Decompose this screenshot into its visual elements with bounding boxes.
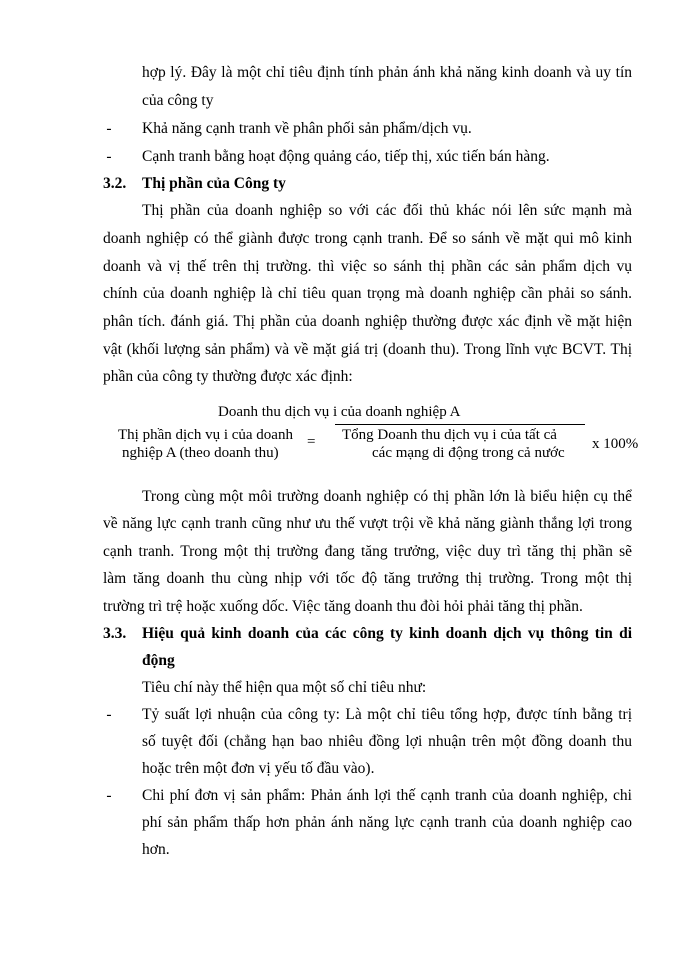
intro-line: hợp lý. Đây là một chỉ tiêu định tính phản ánh khả năng kinh doanh và uy tín: [142, 64, 632, 81]
paragraph-line: Trong cùng một môi trường doanh nghiệp có thị phần lớn là biểu hiện cụ thể: [142, 488, 632, 505]
paragraph-line: trường trì trệ hoặc xuống dốc. Việc tăng doanh thu đòi hỏi phải tăng thị phần.: [103, 598, 583, 615]
bullet-text: hơn.: [142, 841, 170, 858]
bullet-marker: -: [106, 706, 112, 723]
formula-lhs: Thị phần dịch vụ i của doanh: [118, 427, 293, 443]
paragraph-line: phần của công ty thường được xác định:: [103, 368, 353, 385]
paragraph-line: chính của doanh nghiệp là chỉ tiêu quan trọng mà doanh nghiệp cần phải so sánh.: [103, 285, 632, 302]
bullet-text: Tỷ suất lợi nhuận của công ty: Là một chỉ tiêu tổng hợp, được tính bằng trị: [142, 706, 632, 723]
section-title: động: [142, 652, 175, 669]
formula-equals: =: [307, 434, 316, 450]
formula-multiplier: x 100%: [592, 436, 639, 452]
section-number: 3.2.: [103, 175, 127, 192]
paragraph-line: vật (khối lượng sản phẩm) và về mặt giá trị (doanh thu). Trong lĩnh vực BCVT. Thị: [103, 341, 632, 358]
section-title: Hiệu quả kinh doanh của các công ty kinh doanh dịch vụ thông tin di: [142, 625, 632, 642]
bullet-marker: -: [106, 148, 112, 165]
bullet-text: Chi phí đơn vị sản phẩm: Phản ánh lợi thế cạnh tranh của doanh nghiệp, chi: [142, 787, 632, 804]
formula-numerator: Doanh thu dịch vụ i của doanh nghiệp A: [218, 404, 461, 420]
bullet-text: hoặc trên một đơn vị yếu tố đầu vào).: [142, 760, 375, 777]
bullet-text: Khả năng cạnh tranh về phân phối sản phẩm/dịch vụ.: [142, 120, 472, 137]
paragraph-line: doanh và vị thế trên thị trường. thì việc so sánh thị phần các sản phẩm dịch vụ: [103, 258, 632, 275]
paragraph-line: cạnh tranh. Trong một thị trường đang tăng trưởng, việc duy trì tăng thị phần sẽ: [103, 543, 632, 560]
paragraph-line: phân tích. đánh giá. Thị phần của doanh nghiệp thường được xác định về mặt hiện: [103, 313, 632, 330]
bullet-marker: -: [106, 120, 112, 137]
intro-line: của công ty: [142, 92, 214, 109]
paragraph-line: doanh nghiệp có thể giành được trong cạnh tranh. Để so sánh về mặt qui mô kinh: [103, 230, 632, 247]
bullet-marker: -: [106, 787, 112, 804]
section-title: Thị phần của Công ty: [142, 175, 286, 192]
paragraph-line: về năng lực cạnh tranh cũng như ưu thế vượt trội về khả năng giành thắng lợi trong: [103, 515, 632, 532]
paragraph-line: Thị phần của doanh nghiệp so với các đối thủ khác nói lên sức mạnh mà: [142, 202, 632, 219]
bullet-text: Cạnh tranh bằng hoạt động quảng cáo, tiếp thị, xúc tiến bán hàng.: [142, 148, 550, 165]
formula-lhs: nghiệp A (theo doanh thu): [122, 445, 279, 461]
paragraph-line: làm tăng doanh thu cùng nhịp với tốc độ tăng trưởng thị trường. Trong một thị: [103, 570, 632, 587]
bullet-text: phí sản phẩm thấp hơn phản ánh năng lực cạnh tranh của doanh nghiệp cao: [142, 814, 632, 831]
bullet-text: số tuyệt đối (chẳng hạn bao nhiêu đồng lợi nhuận trên một đồng doanh thu: [142, 733, 632, 750]
section-number: 3.3.: [103, 625, 127, 642]
formula-denominator: các mạng di động trong cả nước: [372, 445, 565, 461]
section-intro: Tiêu chí này thể hiện qua một số chỉ tiêu như:: [142, 679, 427, 696]
formula-denominator: Tổng Doanh thu dịch vụ i của tất cả: [342, 427, 557, 443]
